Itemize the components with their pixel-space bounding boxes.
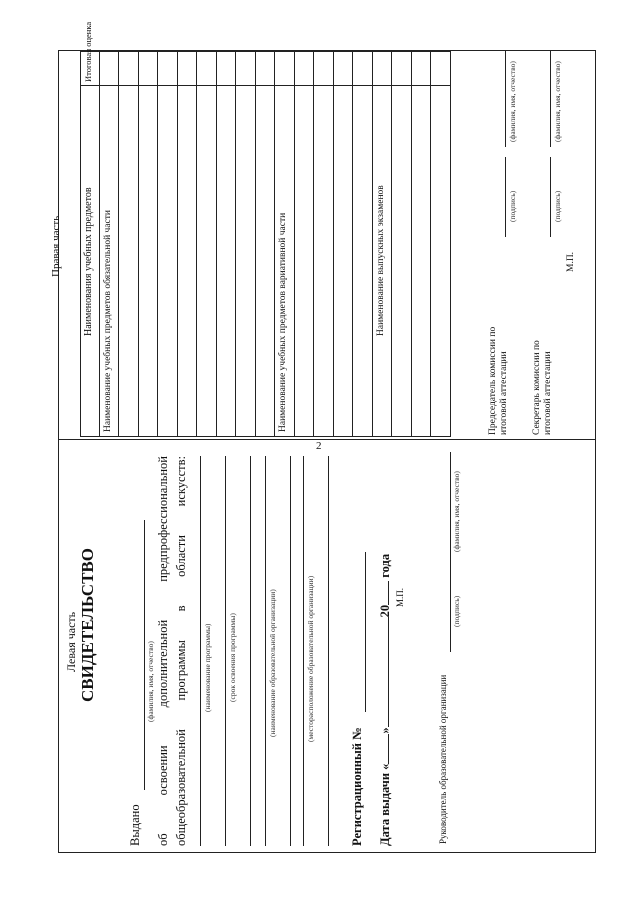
chairman-label-line1: Председатель комиссии по (488, 326, 498, 435)
head-signature-line (450, 452, 451, 652)
table-row (334, 51, 354, 437)
chairman-fio-caption: (фамилия, имя, отчество) (508, 61, 517, 142)
body-word: области (174, 535, 188, 577)
secretary-fio-caption: (фамилия, имя, отчество) (553, 61, 562, 142)
secretary-signature-line (550, 157, 551, 237)
secretary-label (532, 340, 554, 435)
col-header-grade: Итоговая оценка (83, 21, 93, 82)
table-row (178, 51, 198, 437)
left-stamp: М.П. (395, 587, 405, 607)
right-stamp: М.П. (566, 251, 576, 272)
table-row (412, 51, 432, 437)
body-word: об (156, 833, 170, 846)
table-row (314, 51, 334, 437)
location-caption: (месторасположение образовательной организации) (306, 575, 315, 742)
table-row (236, 51, 256, 437)
table-row (197, 51, 217, 437)
issue-date-prefix: Дата выдачи « (378, 763, 392, 846)
program-caption: (наименование программы) (203, 623, 212, 712)
table-row (217, 51, 237, 437)
chairman-label-line2: итоговой аттестации (499, 351, 509, 435)
table-row (392, 51, 412, 437)
issued-to-label: Выдано (128, 804, 142, 846)
table-row (139, 51, 159, 437)
body-word: программы (174, 640, 188, 701)
fold-line (59, 439, 595, 440)
section-mandatory-label: Наименование учебных предметов обязательной части (102, 210, 113, 432)
body-line-1 (156, 456, 171, 846)
location-line-3 (328, 456, 329, 846)
body-word: дополнительной (156, 619, 170, 708)
chairman-signature-caption: (подпись) (508, 190, 517, 222)
name-caption: (фамилия, имя, отчество) (146, 641, 155, 722)
section-variable-label: Наименование учебных предметов вариативной части (278, 212, 288, 432)
page-number: 2 (316, 440, 322, 452)
head-label: Руководитель образовательной организации (438, 674, 448, 844)
left-part (60, 450, 530, 852)
head-signature-caption: (подпись) (452, 595, 461, 627)
secretary-label-line1: Секретарь комиссии по (532, 340, 542, 435)
location-line-1 (290, 456, 291, 846)
body-word: освоении (156, 745, 170, 796)
org-line-2 (265, 456, 266, 846)
left-part-label: Левая часть (64, 611, 78, 672)
table-row (256, 51, 276, 437)
body-line-2 (174, 456, 189, 846)
chairman-fio-line (505, 51, 506, 147)
section-row-mandatory (100, 51, 120, 437)
head-fio-caption: (фамилия, имя, отчество) (452, 471, 461, 552)
section-row-variable (275, 51, 295, 437)
right-part (50, 21, 576, 437)
table-row (431, 51, 451, 437)
certificate-title: СВИДЕТЕЛЬСТВО (78, 548, 97, 702)
body-word: в (174, 605, 188, 612)
body-word: искусств: (174, 456, 188, 507)
org-line-1 (250, 456, 251, 846)
registration-number-label: Регистрационный № (350, 727, 364, 846)
org-caption: (наименование образовательной организации) (268, 589, 277, 737)
right-part-label: Правая часть (50, 215, 62, 277)
secretary-label-line2: итоговой аттестации (543, 351, 553, 435)
section-row-exams (373, 51, 393, 437)
secretary-fio-line (550, 51, 551, 147)
grades-table (80, 21, 451, 437)
chairman-signature-line (505, 157, 506, 237)
table-header-row (80, 21, 100, 437)
table-row (353, 51, 373, 437)
section-exams-label: Наименование выпускных экзаменов (375, 185, 386, 336)
table-row (158, 51, 178, 437)
chairman-label (488, 327, 510, 435)
name-line (144, 520, 145, 790)
body-word: общеобразовательной (174, 729, 188, 846)
table-row (119, 51, 139, 437)
issue-date (378, 554, 393, 846)
issue-date-mid: » (378, 727, 392, 734)
registration-number-line (365, 552, 366, 712)
issue-date-year: 20 (378, 604, 392, 618)
body-word: предпрофессиональной (156, 456, 170, 582)
term-caption: (срок освоения программы) (228, 613, 237, 702)
secretary-signature-caption: (подпись) (553, 190, 562, 222)
col-header-subjects: Наименования учебных предметов (83, 187, 94, 336)
program-line-2 (225, 456, 226, 846)
issue-date-suffix: года (378, 553, 392, 578)
location-line-2 (303, 456, 304, 846)
program-line-1 (200, 456, 201, 846)
table-row (295, 51, 315, 437)
